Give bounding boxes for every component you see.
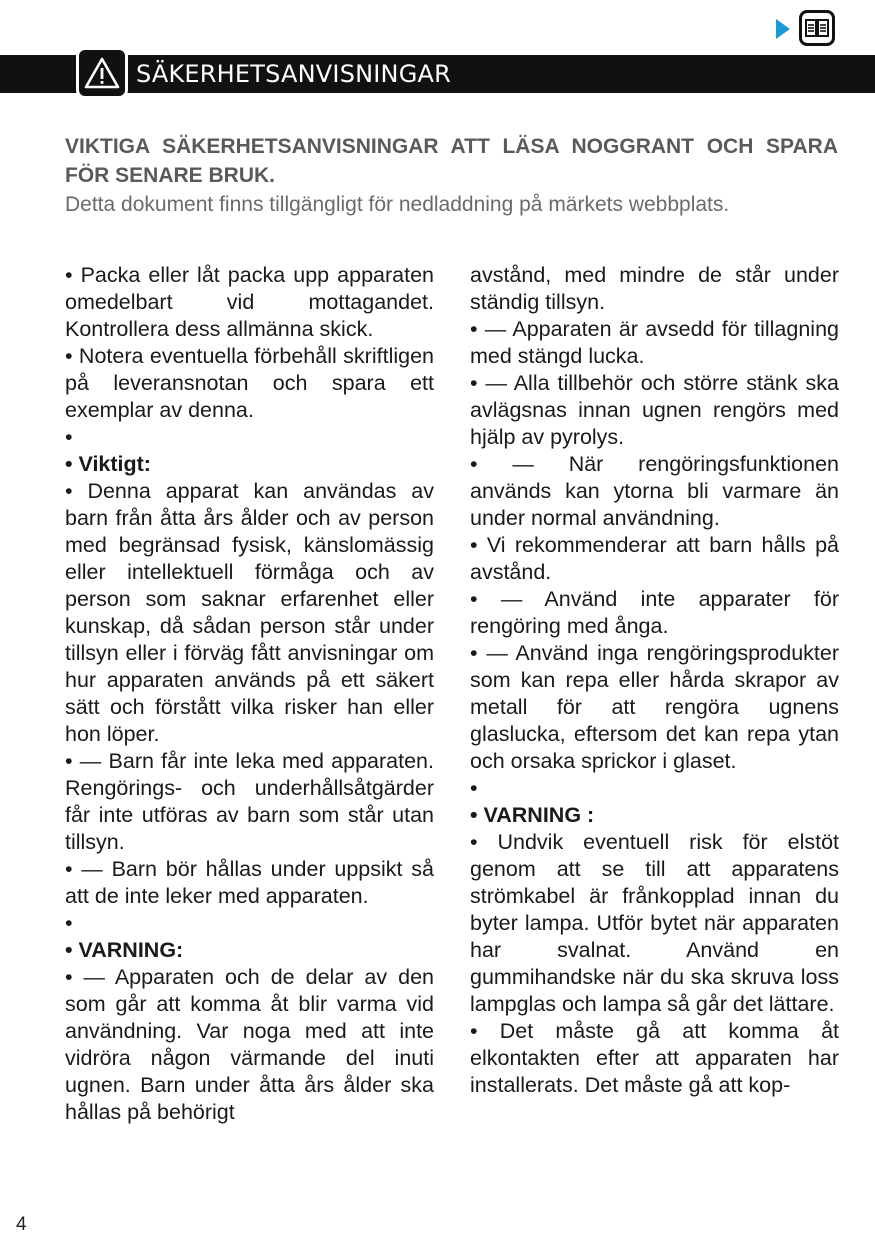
intro-subtitle: Detta dokument finns tillgängligt för nedladdning på märkets webbplats.: [65, 193, 730, 216]
subheading-varning: • VARNING :: [470, 803, 595, 827]
right-column: [470, 262, 839, 1099]
paragraph: •: [65, 911, 73, 935]
paragraph: avstånd, med mindre de står under ständig tillsyn.: [470, 263, 839, 314]
intro-heading: VIKTIGA SÄKERHETSANVISNINGAR ATT LÄSA NOGGRANT OCH SPARA FÖR SENARE BRUK.: [65, 135, 838, 187]
play-arrow-icon[interactable]: [776, 19, 790, 39]
subheading-viktigt: • Viktigt:: [65, 452, 151, 476]
paragraph: • Det måste gå att komma åt elkontakten efter att apparaten har installerats. Det måste gå att kop-: [470, 1019, 839, 1097]
paragraph: • — När rengöringsfunktionen används kan ytorna bli varmare än under normal användning.: [470, 452, 839, 530]
paragraph: • — Barn får inte leka med apparaten. Rengörings- och underhållsåtgärder får inte utföras av barn som står utan tillsyn.: [65, 749, 434, 854]
paragraph: • Notera eventuella förbehåll skriftligen på leveransnotan och spara ett exemplar av denna.: [65, 344, 434, 422]
intro-block: [65, 132, 838, 220]
left-column: [65, 262, 434, 1126]
paragraph: •: [470, 776, 478, 800]
paragraph: • — Barn bör hållas under uppsikt så att de inte leker med apparaten.: [65, 857, 434, 908]
paragraph: • — Apparaten och de delar av den som går att komma åt blir varma vid användning. Var noga med att inte vidröra någon värmande del inuti ugnen. Barn under åtta års ålder ska hållas på behörigt: [65, 965, 434, 1124]
paragraph: • Vi rekommenderar att barn hålls på avstånd.: [470, 533, 839, 584]
paragraph: • Packa eller låt packa upp apparaten omedelbart vid mottagandet. Kontrollera dess allmänna skick.: [65, 263, 434, 341]
paragraph: •: [65, 425, 73, 449]
paragraph: • — Använd inte apparater för rengöring med ånga.: [470, 587, 839, 638]
section-title: SÄKERHETSANVISNINGAR: [136, 60, 452, 88]
manual-book-icon[interactable]: [799, 10, 835, 46]
paragraph: • Denna apparat kan användas av barn från åtta års ålder och av person med begränsad fysisk, känslomässig eller intellektuell förmåga och av person som saknar erfarenhet eller kunskap, då sådan person står under tillsyn eller i förväg fått anvisningar om hur apparaten används på ett säkert sätt och förstått vilka risker han eller hon löper.: [65, 479, 434, 746]
paragraph: • Undvik eventuell risk för elstöt genom att se till att apparatens strömkabel är frånkopplad innan du byter lampa. Utför bytet när apparaten har svalnat. Använd en gummihandske när du ska skruva loss lampglas och lampa så går det lättare.: [470, 830, 839, 1016]
paragraph: • — Alla tillbehör och större stänk ska avlägsnas innan ugnen rengörs med hjälp av pyrolys.: [470, 371, 839, 449]
paragraph: • — Apparaten är avsedd för tillagning med stängd lucka.: [470, 317, 839, 368]
paragraph: • — Använd inga rengöringsprodukter som kan repa eller hårda skrapor av metall för att rengöra ugnens glaslucka, eftersom det kan repa ytan och orsaka sprickor i glaset.: [470, 641, 839, 773]
page-number: 4: [16, 1214, 27, 1235]
warning-triangle-icon: [76, 47, 128, 99]
subheading-varning: • VARNING:: [65, 938, 184, 962]
